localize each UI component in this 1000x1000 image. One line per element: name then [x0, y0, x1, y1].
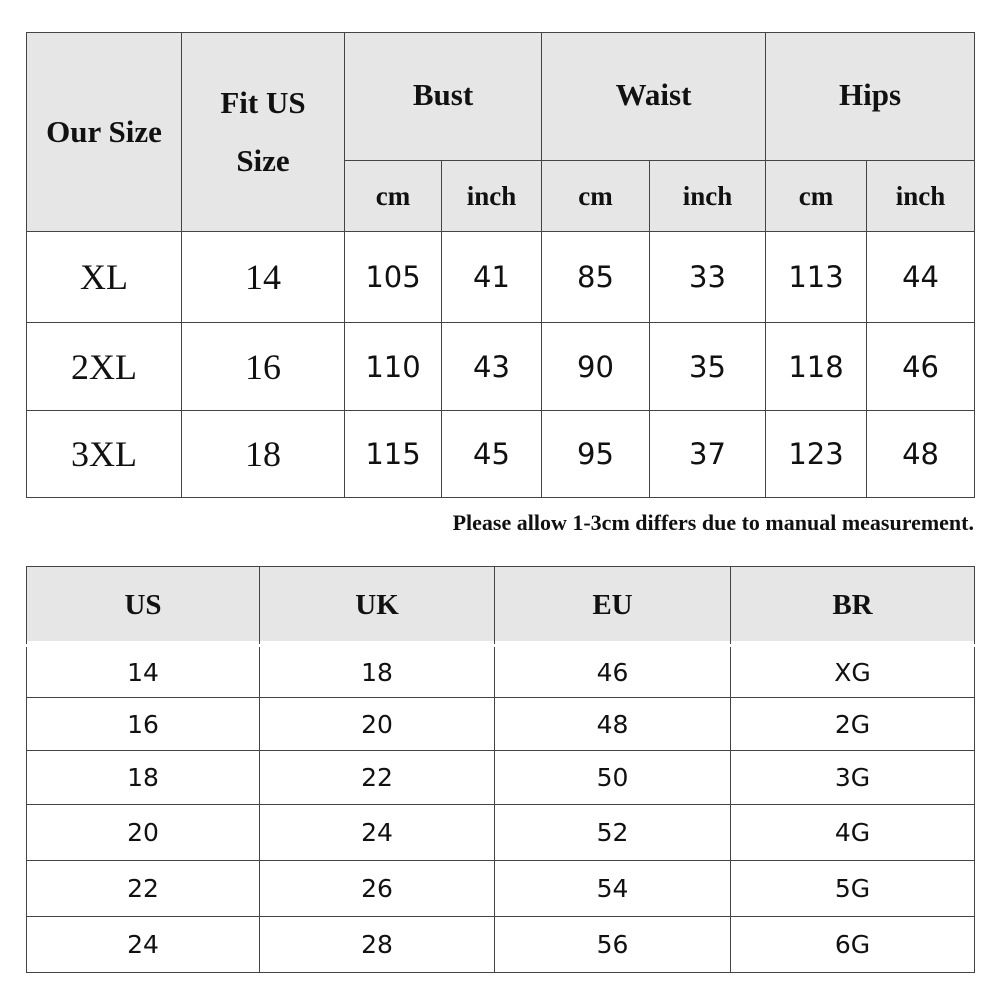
uk-cell: 26 — [260, 861, 495, 917]
our-size-cell: XL — [27, 232, 182, 323]
table-row — [27, 646, 975, 698]
bust-cm-cell: 115 — [345, 411, 442, 498]
br-cell: 4G — [731, 805, 975, 861]
header-fit-us-size — [182, 33, 345, 232]
eu-cell: 50 — [495, 751, 731, 805]
measurement-note: Please allow 1-3cm differs due to manual measurement. — [452, 510, 974, 535]
our-size-cell: 2XL — [27, 323, 182, 411]
us-size-cell: 16 — [182, 323, 345, 411]
table-row — [27, 751, 975, 805]
hips-inch-cell: 46 — [867, 323, 975, 411]
us-cell: 16 — [27, 698, 260, 751]
hips-cm-cell: 118 — [766, 323, 867, 411]
us-size-cell: 14 — [182, 232, 345, 323]
br-cell: XG — [731, 646, 975, 698]
bust-inch-cell: 43 — [442, 323, 542, 411]
eu-cell: 48 — [495, 698, 731, 751]
header-bust-inch: inch — [442, 161, 542, 232]
bust-cm-cell: 110 — [345, 323, 442, 411]
eu-cell: 54 — [495, 861, 731, 917]
header-our-size: Our Size — [27, 33, 182, 232]
waist-cm-cell: 90 — [542, 323, 650, 411]
header-waist: Waist — [542, 33, 766, 161]
table-row — [27, 232, 975, 323]
hips-cm-cell: 113 — [766, 232, 867, 323]
hips-cm-cell: 123 — [766, 411, 867, 498]
us-cell: 20 — [27, 805, 260, 861]
header-waist-cm: cm — [542, 161, 650, 232]
waist-inch-cell: 37 — [650, 411, 766, 498]
uk-cell: 18 — [260, 646, 495, 698]
waist-cm-cell: 85 — [542, 232, 650, 323]
waist-inch-cell: 35 — [650, 323, 766, 411]
uk-cell: 20 — [260, 698, 495, 751]
uk-cell: 24 — [260, 805, 495, 861]
eu-cell: 56 — [495, 917, 731, 973]
table-row — [27, 917, 975, 973]
header-hips-cm: cm — [766, 161, 867, 232]
header-eu: EU — [495, 567, 731, 646]
header-waist-inch: inch — [650, 161, 766, 232]
table-row — [27, 323, 975, 411]
br-cell: 2G — [731, 698, 975, 751]
eu-cell: 52 — [495, 805, 731, 861]
header-br: BR — [731, 567, 975, 646]
table-row — [27, 805, 975, 861]
bust-inch-cell: 41 — [442, 232, 542, 323]
header-bust-cm: cm — [345, 161, 442, 232]
header-hips-inch: inch — [867, 161, 975, 232]
bust-inch-cell: 45 — [442, 411, 542, 498]
our-size-cell: 3XL — [27, 411, 182, 498]
waist-inch-cell: 33 — [650, 232, 766, 323]
us-cell: 24 — [27, 917, 260, 973]
table-row — [27, 698, 975, 751]
header-hips: Hips — [766, 33, 975, 161]
bust-cm-cell: 105 — [345, 232, 442, 323]
size-chart-table — [26, 32, 975, 498]
eu-cell: 46 — [495, 646, 731, 698]
size-conversion-table — [26, 566, 975, 973]
us-cell: 18 — [27, 751, 260, 805]
us-cell: 14 — [27, 646, 260, 698]
header-bust: Bust — [345, 33, 542, 161]
header-fit-us-line2: Size — [236, 143, 290, 178]
br-cell: 3G — [731, 751, 975, 805]
waist-cm-cell: 95 — [542, 411, 650, 498]
uk-cell: 28 — [260, 917, 495, 973]
us-cell: 22 — [27, 861, 260, 917]
br-cell: 6G — [731, 917, 975, 973]
header-uk: UK — [260, 567, 495, 646]
hips-inch-cell: 48 — [867, 411, 975, 498]
us-size-cell: 18 — [182, 411, 345, 498]
table-row — [27, 861, 975, 917]
header-fit-us-line1: Fit US — [220, 85, 306, 120]
hips-inch-cell: 44 — [867, 232, 975, 323]
uk-cell: 22 — [260, 751, 495, 805]
header-us: US — [27, 567, 260, 646]
table-row — [27, 411, 975, 498]
br-cell: 5G — [731, 861, 975, 917]
